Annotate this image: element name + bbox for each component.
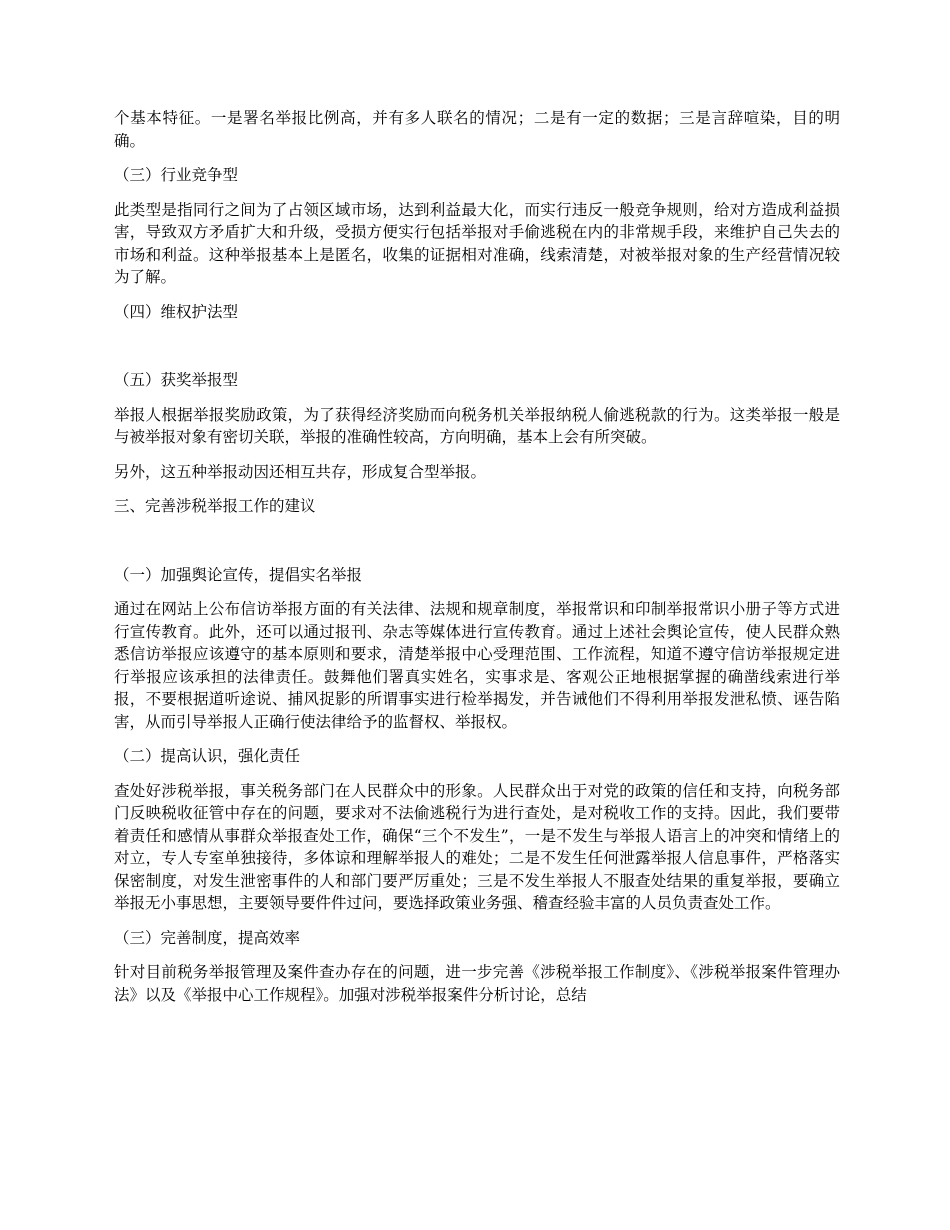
blank-spacer: [114, 335, 840, 369]
paragraph-intro-features: 个基本特征。一是署名举报比例高，并有多人联名的情况；二是有一定的数据；三是言辞喧染，目的明确。: [114, 109, 840, 150]
paragraph-efficiency: 针对目前税务举报管理及案件查办存在的问题，进一步完善《涉税举报工作制度》、《涉税举报案件管理办法》以及《举报中心工作规程》。加强对涉税举报案件分析讨论，总结: [114, 963, 840, 1004]
blank-spacer: [114, 530, 840, 564]
paragraph-responsibility: 查处好涉税举报，事关税务部门在人民群众中的形象。人民群众出于对党的政策的信任和支持，向税务部门反映税收征管中存在的问题，要求对不法偷逃税行为进行查处，是对税收工作的支持。因此，我们要带着责任和感情从事群众举报查处工作，确保“三个不发生”，一是不发生与举报人语言上的冲突和情绪上的对立，专人专室单独接待，多体谅和理解举报人的难处；二是不发生任何泄露举报人信息事件，严格落实保密制度，对发生泄密事件的人和部门要严厉重处；三是不发生举报人不服查处结果的重复举报，要确立举报无小事思想，主要领导要件件过问，要选择政策业务强、稽查经验丰富的人员负责查处工作。: [114, 781, 840, 912]
heading-responsibility: （二）提高认识，强化责任: [114, 747, 301, 765]
heading-reward-seeking: （五）获奖举报型: [114, 371, 239, 389]
heading-industry-competition: （三）行业竞争型: [114, 166, 239, 184]
heading-rights-protection: （四）维权护法型: [114, 302, 239, 321]
heading-publicity: （一）加强舆论宣传，提倡实名举报: [114, 565, 363, 584]
heading-section-three: 三、完善涉税举报工作的建议: [114, 497, 316, 515]
heading-efficiency: （三）完善制度，提高效率: [114, 928, 301, 947]
paragraph-composite: 另外，这五种举报动因还相互共存，形成复合型举报。: [114, 462, 487, 481]
document-page: [114, 107, 840, 1018]
paragraph-publicity: 通过在网站上公布信访举报方面的有关法律、法规和规章制度，举报常识和印制举报常识小册子等方式进行宣传教育。此外，还可以通过报刊、杂志等媒体进行宣传教育。通过上述社会舆论宣传，使人民群众熟悉信访举报应该遵守的基本原则和要求，清楚举报中心受理范围、工作流程，知道不遵守信访举报规定进行举报应该承担的法律责任。鼓舞他们署真实姓名，实事求是、客观公正地根据掌握的确凿线索进行举报，不要根据道听途说、捕风捉影的所谓事实进行检举揭发，并告诫他们不得利用举报发泄私愤、诬告陷害，从而引导举报人正确行使法律给予的监督权、举报权。: [114, 600, 840, 731]
paragraph-industry-competition: 此类型是指同行之间为了占领区域市场，达到利益最大化，而实行违反一般竞争规则，给对方造成利益损害，导致双方矛盾扩大和升级，受损方便实行包括举报对手偷逃税在内的非常规手段，来维护自己失去的市场和利益。这种举报基本上是匿名，收集的证据相对准确，线索清楚，对被举报对象的生产经营情况较为了解。: [114, 200, 840, 286]
paragraph-reward-seeking: 举报人根据举报奖励政策，为了获得经济奖励而向税务机关举报纳税人偷逃税款的行为。这类举报一般是与被举报对象有密切关联，举报的准确性较高，方向明确，基本上会有所突破。: [114, 405, 840, 446]
